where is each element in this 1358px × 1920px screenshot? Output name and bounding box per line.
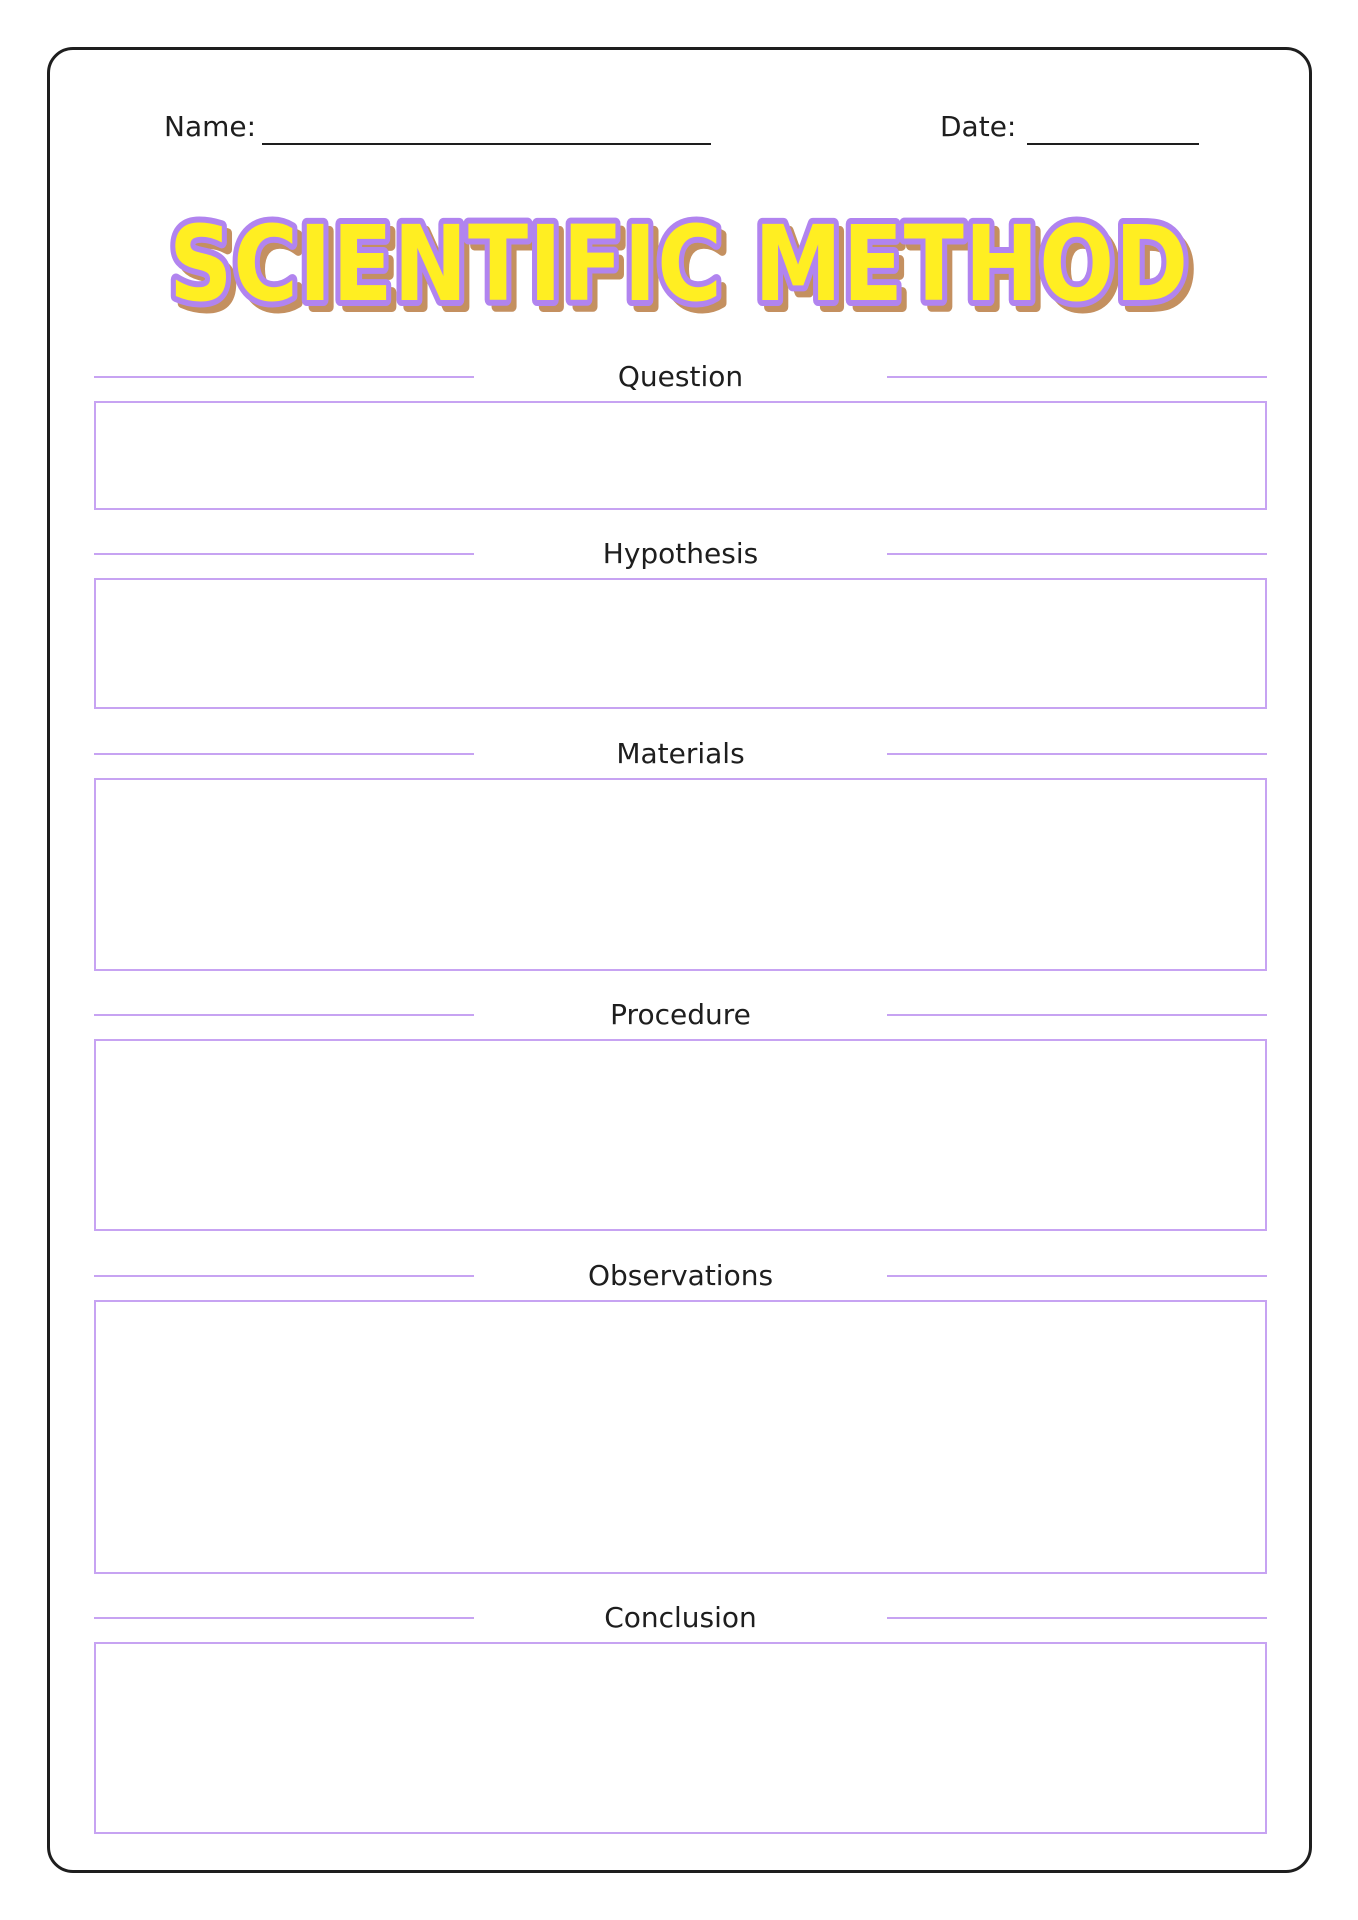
divider-right — [887, 376, 1267, 378]
divider-right — [887, 553, 1267, 555]
title-shadow: SCIENTIFIC METHOD — [175, 210, 1195, 328]
section-header — [94, 734, 1267, 774]
title-outline: SCIENTIFIC METHOD — [169, 208, 1189, 325]
section-hypothesis — [94, 534, 1267, 709]
name-field[interactable] — [262, 143, 711, 145]
section-title: Conclusion — [604, 1601, 757, 1634]
section-materials — [94, 734, 1267, 971]
divider-right — [887, 1275, 1267, 1277]
section-header — [94, 357, 1267, 397]
section-title: Materials — [616, 737, 745, 770]
section-question — [94, 357, 1267, 510]
section-header — [94, 1598, 1267, 1638]
date-label: Date: — [940, 110, 1017, 143]
section-header — [94, 995, 1267, 1035]
question-answer-box[interactable] — [94, 401, 1267, 510]
title-text: SCIENTIFIC METHOD — [169, 208, 1189, 325]
section-header — [94, 1256, 1267, 1296]
hypothesis-answer-box[interactable] — [94, 578, 1267, 709]
procedure-answer-box[interactable] — [94, 1039, 1267, 1231]
conclusion-answer-box[interactable] — [94, 1642, 1267, 1834]
section-header — [94, 534, 1267, 574]
date-field[interactable] — [1027, 143, 1199, 145]
section-title: Observations — [587, 1259, 774, 1292]
title-graphic — [129, 208, 1229, 328]
section-title: Question — [617, 360, 744, 393]
section-procedure — [94, 995, 1267, 1231]
divider-right — [887, 1617, 1267, 1619]
name-label: Name: — [164, 110, 257, 143]
worksheet-title — [0, 208, 1358, 328]
materials-answer-box[interactable] — [94, 778, 1267, 971]
section-conclusion — [94, 1598, 1267, 1834]
section-title: Hypothesis — [602, 537, 759, 570]
divider-right — [887, 753, 1267, 755]
observations-answer-box[interactable] — [94, 1300, 1267, 1574]
section-title: Procedure — [610, 998, 751, 1031]
section-observations — [94, 1256, 1267, 1574]
divider-right — [887, 1014, 1267, 1016]
